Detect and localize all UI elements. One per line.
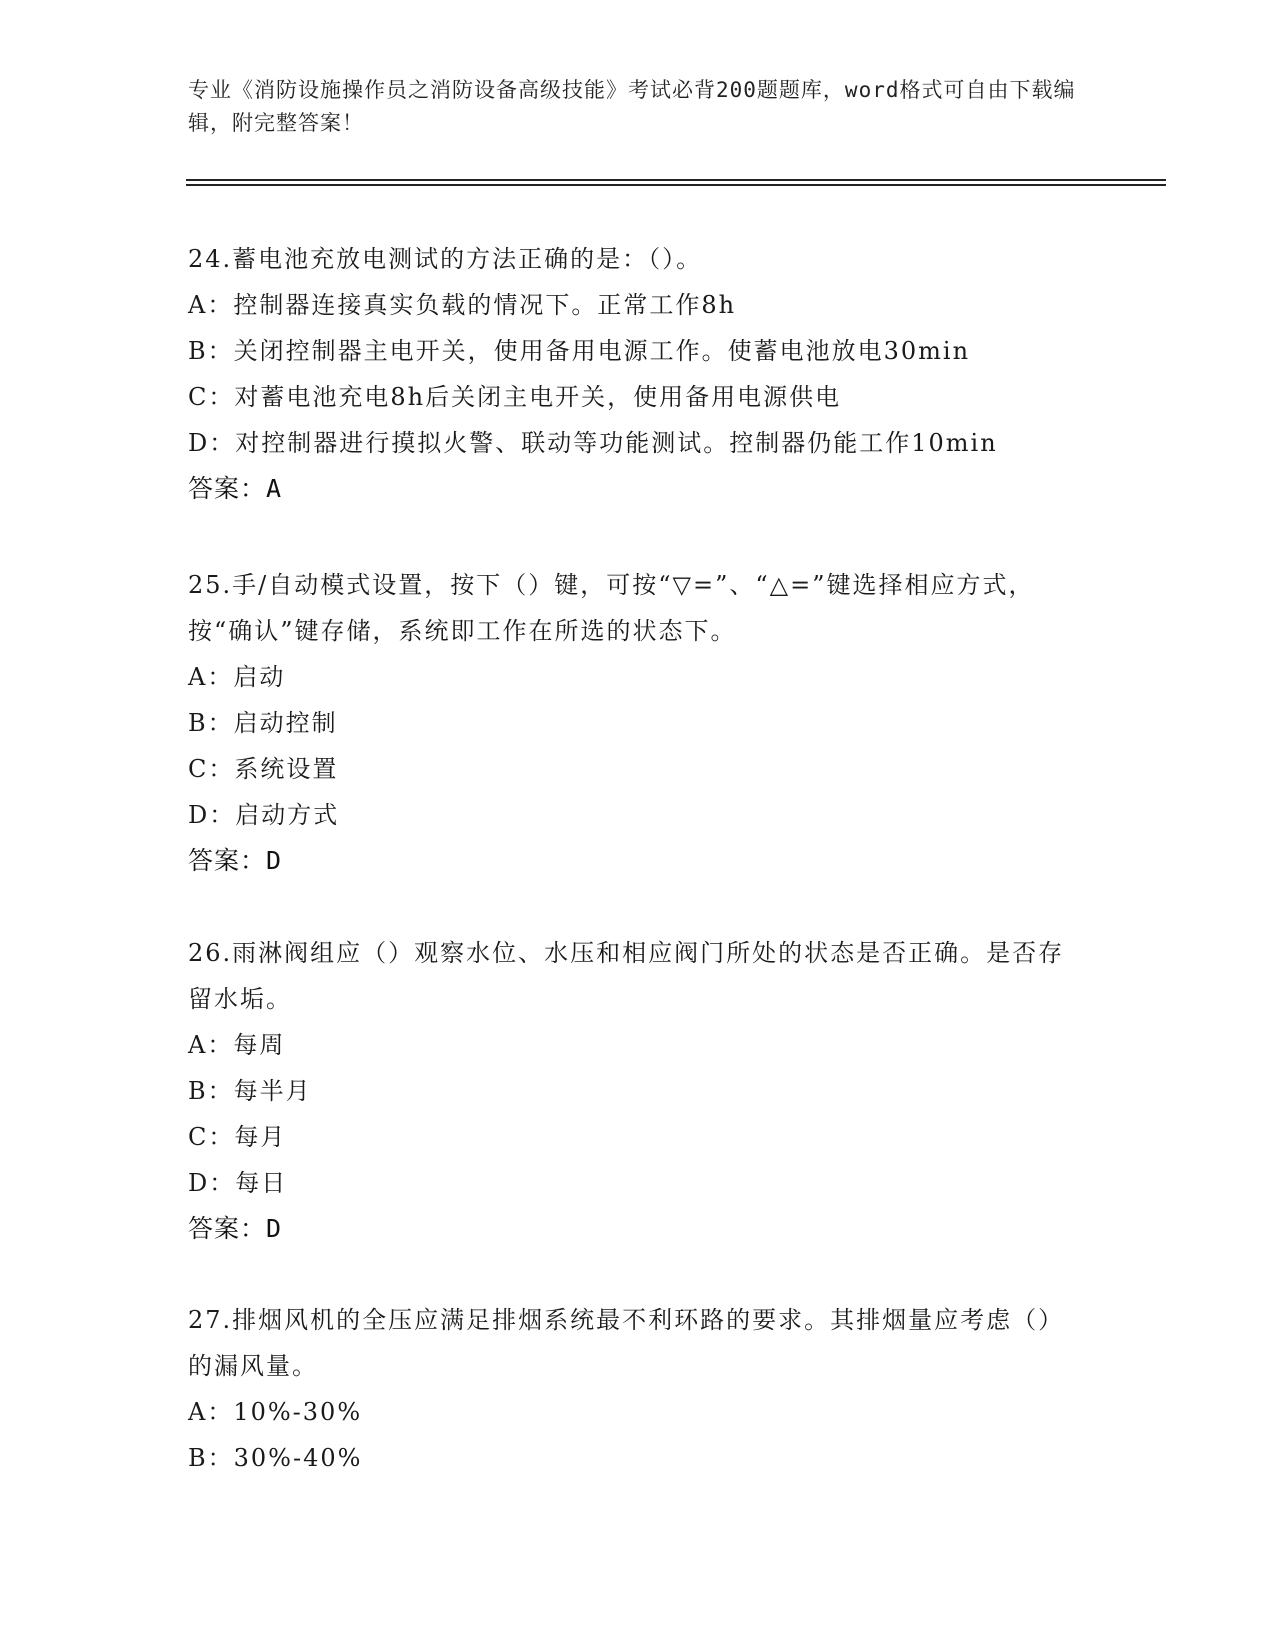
- option-b: B：30%-40%: [188, 1444, 363, 1472]
- option-c: C：每月: [188, 1123, 287, 1151]
- option-d: D：对控制器进行摸拟火警、联动等功能测试。控制器仍能工作10min: [188, 429, 998, 457]
- answer-line: 答案：A: [188, 474, 283, 503]
- question-25: [188, 562, 1088, 884]
- option-c: C：对蓄电池充电8h后关闭主电开关，使用备用电源供电: [188, 383, 842, 411]
- question-stem: 25.手/自动模式设置，按下（）键，可按“▽=”、“△=”键选择相应方式，按“确认”键存储，系统即工作在所选的状态下。: [188, 571, 1035, 645]
- question-stem: 24.蓄电池充放电测试的方法正确的是：（）。: [188, 245, 703, 273]
- question-stem: 26.雨淋阀组应（）观察水位、水压和相应阀门所处的状态是否正确。是否存留水垢。: [188, 939, 1065, 1013]
- option-b: B：每半月: [188, 1077, 312, 1105]
- header-divider-bottom: [186, 184, 1166, 186]
- option-b: B：启动控制: [188, 709, 338, 737]
- option-a: A：启动: [188, 663, 286, 691]
- document-header: 专业《消防设施操作员之消防设备高级技能》考试必背200题题库，word格式可自由下载编辑，附完整答案！: [188, 78, 1076, 135]
- question-26: [188, 930, 1088, 1252]
- option-b: B：关闭控制器主电开关，使用备用电源工作。使蓄电池放电30min: [188, 337, 971, 365]
- answer-line: 答案：D: [188, 846, 283, 875]
- header-divider-top: [186, 179, 1166, 181]
- option-a: A：控制器连接真实负载的情况下。正常工作8h: [188, 291, 737, 319]
- option-a: A：10%-30%: [188, 1398, 363, 1426]
- option-d: D：启动方式: [188, 801, 340, 829]
- question-stem: 27.排烟风机的全压应满足排烟系统最不利环路的要求。其排烟量应考虑（）的漏风量。: [188, 1306, 1065, 1380]
- question-24: [188, 236, 1088, 512]
- option-c: C：系统设置: [188, 755, 339, 783]
- option-a: A：每周: [188, 1031, 286, 1059]
- question-27: [188, 1297, 1088, 1481]
- option-d: D：每日: [188, 1169, 288, 1197]
- answer-line: 答案：D: [188, 1214, 283, 1243]
